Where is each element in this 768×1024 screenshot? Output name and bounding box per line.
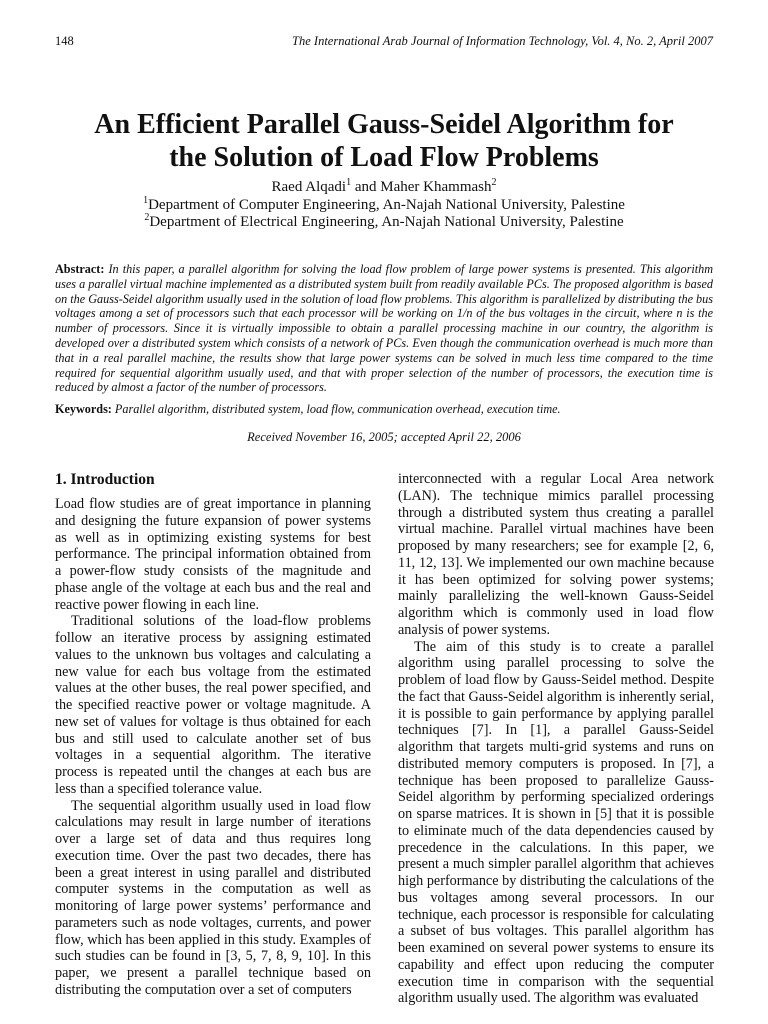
- abstract-text: In this paper, a parallel algorithm for solving the load flow problem of large power systems is presented. This algorithm uses a parallel virtual machine implemented as a distributed system built from readily available PCs. The proposed algorithm is based on the Gauss-Seidel algorithm usually used in the solution of load flow problems. This algorithm is parallelized by distributing the bus voltages among a set of processors such that each processor will be working on 1/n of the bus voltages in the circuit, where n is the number of processors. Since it is virtually impossible to obtain a parallel processing machine in our country, the algorithm is developed over a distributed system which consists of a network of PCs. Even though the communication overhead is much more than that in a real parallel machine, the results show that large power systems can be solved in much less time compared to the time required for sequential algorithm usually used, and that with proper selection of the number of processors, the execution time is reduced by almost a factor of the number of processors.: [55, 262, 713, 395]
- title-line-1: An Efficient Parallel Gauss-Seidel Algorithm for: [94, 109, 674, 140]
- abstract: [55, 262, 713, 395]
- paragraph-4: interconnected with a regular Local Area network (LAN). The technique mimics parallel processing through a distributed system thus creating a parallel virtual machine. Parallel virtual machines have been proposed by many researchers; see for example [2, 6, 11, 12, 13]. We implemented our own machine because it has been optimized for solving power systems; mainly parallelizing the well-known Gauss-Seidel algorithm which is commonly used in load flow analysis of power systems.: [398, 471, 714, 638]
- paragraph-2: Traditional solutions of the load-flow problems follow an iterative process by assigning estimated values to the unknown bus voltages and calculating a new value for each bus voltage from the estimated values at the other buses, the real power specified, and the specified reactive power or voltage magnitude. A new set of values for voltage is thus obtained for each bus and still used to calculate another set of bus voltages in a sequential algorithm. The iterative process is repeated until the changes at each bus are less than a specified tolerance value.: [55, 613, 371, 797]
- paper-title: [40, 108, 728, 174]
- paragraph-1: Load flow studies are of great importance in planning and designing the future expansion of power systems as well as in optimizing existing systems for best performance. The principal information obtained from a power-flow study consists of the magnitude and phase angle of the voltage at each bus and the real and reactive power flowing in each line.: [55, 496, 371, 613]
- title-line-2: the Solution of Load Flow Problems: [169, 142, 599, 173]
- running-header: [55, 34, 713, 52]
- affiliation-2-text: Department of Electrical Engineering, An-Najah National University, Palestine: [149, 214, 624, 230]
- keywords: [55, 402, 713, 417]
- author-1: Raed Alqadi: [271, 179, 347, 195]
- affiliation-1: [40, 197, 728, 214]
- right-column: [398, 471, 714, 1007]
- author-2-affil-mark: 2: [491, 177, 497, 188]
- paragraph-5: The aim of this study is to create a parallel algorithm using parallel processing to solve the problem of load flow by Gauss-Seidel method. Despite the fact that Gauss-Seidel algorithm is inherently serial, it is possible to gain performance by applying parallel techniques [7]. In [1], a parallel Gauss-Seidel algorithm that targets multi-grid systems and runs on distributed memory computers is proposed. In [7], a technique has been proposed to parallelize Gauss-Seidel algorithm by performing specialized orderings on sparse matrices. It is shown in [5] that it is possible to eliminate much of the data dependencies caused by precedence in the calculations. In this paper, we present a much simpler parallel algorithm that achieves high performance by distributing the calculations of the bus voltages among several processors. In our technique, each processor is responsible for calculating a subset of bus voltages. This parallel algorithm has been examined on several power systems to ensure its capability and effect upon reducing the computer execution time in comparison with the sequential algorithm usually used. The algorithm was evaluated: [398, 638, 714, 1007]
- affiliation-2: [40, 214, 728, 231]
- abstract-label: Abstract:: [55, 262, 105, 276]
- received-dates: Received November 16, 2005; accepted April 22, 2006: [247, 430, 521, 444]
- affiliation-1-text: Department of Computer Engineering, An-Najah National University, Palestine: [148, 197, 625, 213]
- page-number: 148: [55, 34, 74, 48]
- section-heading: 1. Introduction: [55, 471, 155, 488]
- author-list: [40, 179, 728, 196]
- journal-citation: The International Arab Journal of Information Technology, Vol. 4, No. 2, April 2007: [292, 34, 713, 48]
- left-column: [55, 471, 371, 999]
- author-2: Maher Khammash: [380, 179, 492, 195]
- affiliation-2-mark: 2: [144, 212, 150, 223]
- author-conjunction: and: [351, 179, 381, 195]
- paragraph-3: The sequential algorithm usually used in load flow calculations may result in large number of iterations over a large set of data and thus requires long execution time. Over the past two decades, there has been a great interest in using parallel and distributed computer systems in the computation as well as monitoring of large power systems’ performance and parameters such as node voltages, currents, and power flow, which has been applied in this study. Examples of such studies can be found in [3, 5, 7, 8, 9, 10]. In this paper, we present a parallel technique based on distributing the computation over a set of computers: [55, 797, 371, 998]
- author-1-affil-mark: 1: [346, 177, 352, 188]
- keywords-label: Keywords:: [55, 402, 112, 416]
- affiliation-1-mark: 1: [143, 195, 149, 206]
- keywords-text: Parallel algorithm, distributed system, load flow, communication overhead, execution time.: [114, 402, 561, 416]
